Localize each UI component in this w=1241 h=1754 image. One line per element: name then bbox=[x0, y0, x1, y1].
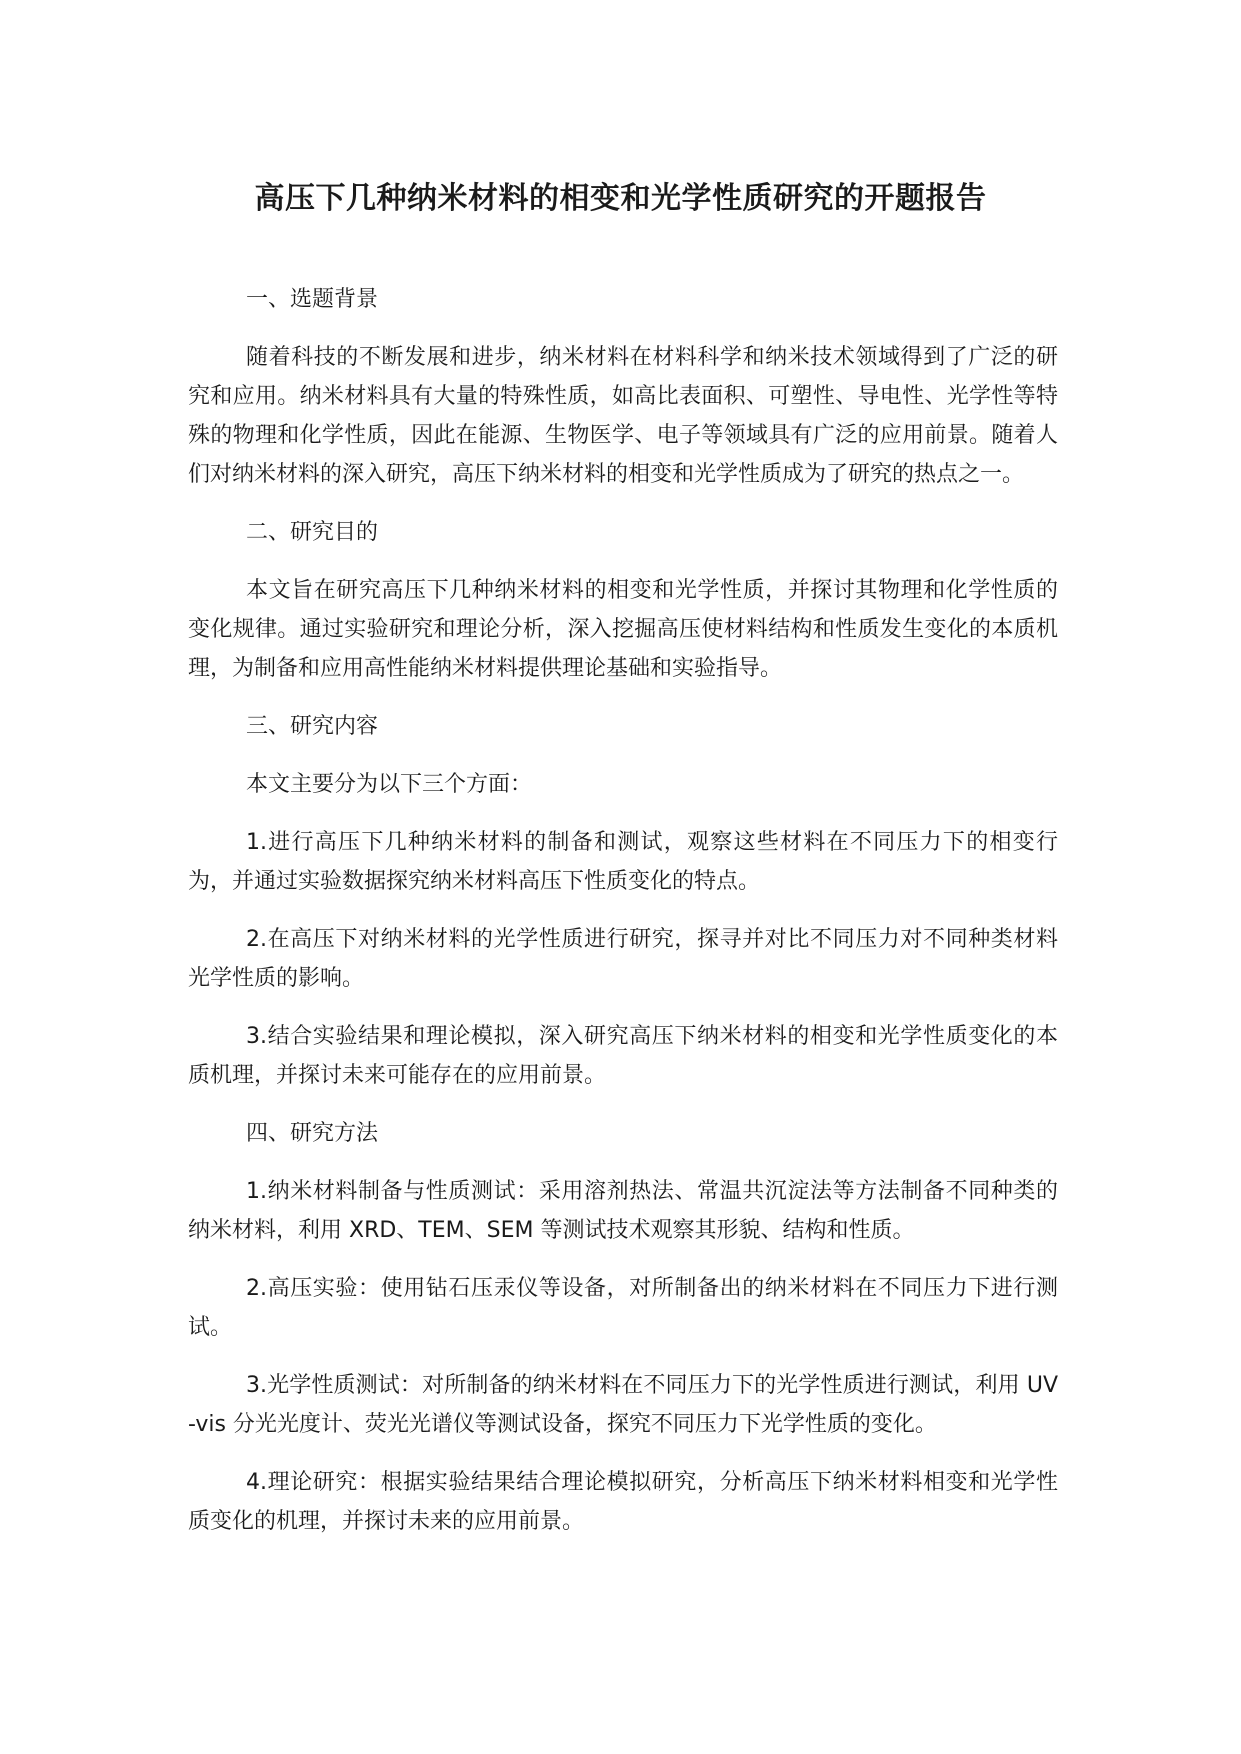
content-item-2: 2.在高压下对纳米材料的光学性质进行研究，探寻并对比不同压力对不同种类材料光学性质的影响。 bbox=[188, 927, 1058, 991]
document-body bbox=[188, 280, 1058, 1541]
content-item-3: 3.结合实验结果和理论模拟，深入研究高压下纳米材料的相变和光学性质变化的本质机理，并探讨未来可能存在的应用前景。 bbox=[188, 1024, 1058, 1088]
section-heading-content: 三、研究内容 bbox=[246, 714, 379, 739]
section-heading-background: 一、选题背景 bbox=[246, 287, 379, 312]
section-heading-methods: 四、研究方法 bbox=[246, 1121, 379, 1146]
methods-item-4: 4.理论研究：根据实验结果结合理论模拟研究，分析高压下纳米材料相变和光学性质变化的机理，并探讨未来的应用前景。 bbox=[188, 1470, 1058, 1534]
section-heading-purpose: 二、研究目的 bbox=[246, 520, 379, 545]
methods-item-1: 1.纳米材料制备与性质测试：采用溶剂热法、常温共沉淀法等方法制备不同种类的纳米材料，利用 XRD、TEM、SEM 等测试技术观察其形貌、结构和性质。 bbox=[188, 1179, 1058, 1243]
background-paragraph: 随着科技的不断发展和进步，纳米材料在材料科学和纳米技术领域得到了广泛的研究和应用。纳米材料具有大量的特殊性质，如高比表面积、可塑性、导电性、光学性等特殊的物理和化学性质，因此在能源、生物医学、电子等领域具有广泛的应用前景。随着人们对纳米材料的深入研究，高压下纳米材料的相变和光学性质成为了研究的热点之一。 bbox=[188, 345, 1058, 487]
purpose-paragraph: 本文旨在研究高压下几种纳米材料的相变和光学性质，并探讨其物理和化学性质的变化规律。通过实验研究和理论分析，深入挖掘高压使材料结构和性质发生变化的本质机理，为制备和应用高性能纳米材料提供理论基础和实验指导。 bbox=[188, 578, 1058, 681]
document-title: 高压下几种纳米材料的相变和光学性质研究的开题报告 bbox=[254, 181, 987, 216]
methods-item-3: 3.光学性质测试：对所制备的纳米材料在不同压力下的光学性质进行测试，利用 UV-vis 分光光度计、荧光光谱仪等测试设备，探究不同压力下光学性质的变化。 bbox=[188, 1373, 1058, 1437]
methods-item-2: 2.高压实验：使用钻石压汞仪等设备，对所制备出的纳米材料在不同压力下进行测试。 bbox=[188, 1276, 1058, 1340]
content-intro: 本文主要分为以下三个方面： bbox=[246, 772, 533, 797]
content-item-1: 1.进行高压下几种纳米材料的制备和测试，观察这些材料在不同压力下的相变行为，并通过实验数据探究纳米材料高压下性质变化的特点。 bbox=[188, 830, 1058, 894]
